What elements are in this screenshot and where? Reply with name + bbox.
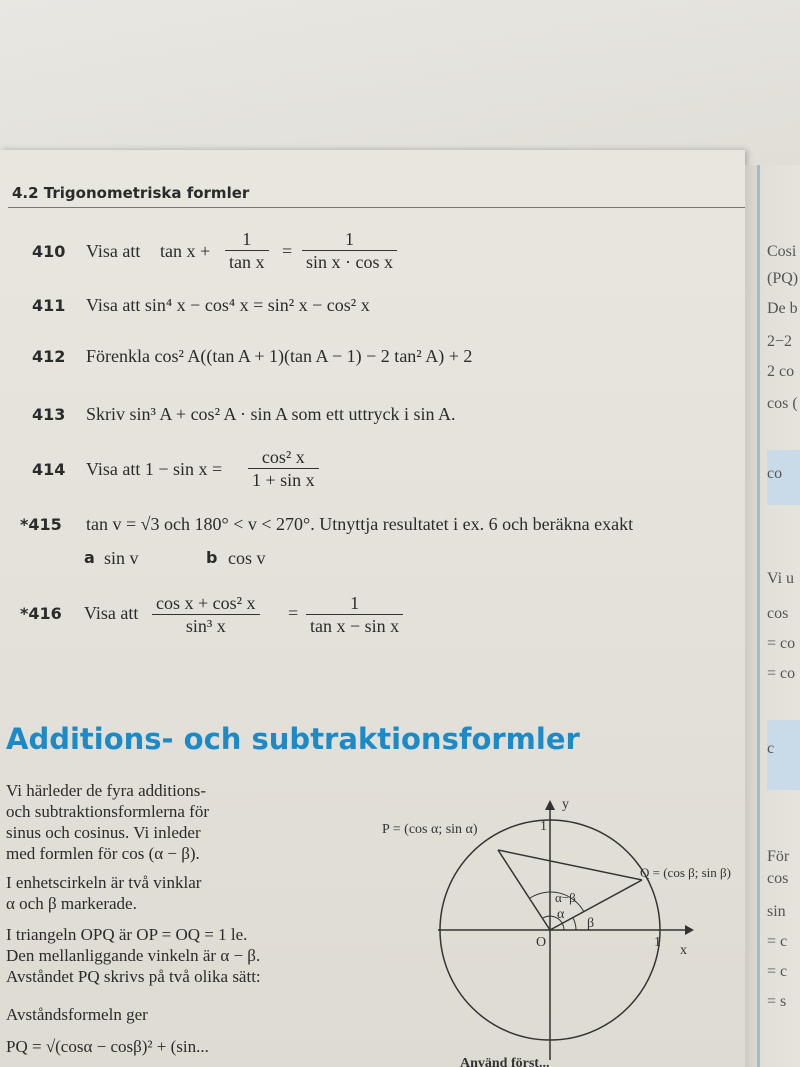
- fraction-denominator: tan x: [229, 252, 265, 272]
- x-axis-arrow: [685, 925, 694, 935]
- fraction-denominator: 1 + sin x: [252, 470, 315, 490]
- fraction-numerator: cos x + cos² x: [152, 592, 260, 615]
- body-line: Den mellanliggande vinkeln är α − β.: [6, 946, 261, 965]
- y-axis-arrow: [545, 800, 555, 810]
- right-page-text: = c: [767, 933, 788, 950]
- body-line: I triangeln OPQ är OP = OQ = 1 le.: [6, 925, 248, 944]
- problem-number: *415: [20, 515, 62, 534]
- right-page-text: De b: [767, 300, 798, 317]
- problem-text: Visa att sin⁴ x − cos⁴ x = sin² x − cos² x: [86, 295, 370, 315]
- right-page-text: = s: [767, 993, 787, 1010]
- right-page-text: = co: [767, 635, 796, 652]
- diagram-caption: Använd först...: [460, 1056, 550, 1067]
- right-page-text: (PQ): [767, 270, 799, 287]
- adjacent-page: [745, 165, 800, 1067]
- right-page-text: cos: [767, 605, 789, 622]
- equals-sign: =: [288, 603, 299, 623]
- fraction: [302, 228, 397, 273]
- right-page-text: För: [767, 848, 790, 865]
- subproblem-text: sin v: [104, 548, 139, 568]
- body-line: och subtraktionsformlerna för: [6, 802, 209, 821]
- problem-number: 412: [32, 347, 66, 366]
- page-margin-bar: [757, 165, 760, 1067]
- segment-oq: [550, 880, 642, 930]
- fraction-numerator: 1: [302, 228, 397, 251]
- label-origin: O: [536, 935, 547, 950]
- right-page-text: co: [767, 465, 783, 482]
- problem-number: *416: [20, 604, 62, 623]
- label-one-y: 1: [540, 819, 547, 834]
- fraction: [248, 446, 319, 491]
- fraction-denominator: sin x · cos x: [306, 252, 393, 272]
- right-page-text: sin: [767, 903, 786, 920]
- segment-op: [498, 850, 550, 930]
- section-header: 4.2 Trigonometriska formler: [12, 184, 250, 202]
- label-p: P = (cos α; sin α): [382, 822, 478, 837]
- right-page-text: 2−2: [767, 333, 793, 350]
- fraction-denominator: sin³ x: [185, 616, 226, 636]
- subproblem-text: cos v: [228, 548, 266, 568]
- fraction: [152, 592, 260, 637]
- right-page-text: Vi u: [767, 570, 795, 587]
- right-page-text: 2 co: [767, 363, 795, 380]
- segment-pq: [498, 850, 642, 880]
- fraction: [306, 592, 403, 637]
- fraction-numerator: 1: [225, 228, 269, 251]
- label-beta: β: [587, 916, 595, 931]
- label-y: y: [562, 797, 569, 812]
- body-line: PQ = √(cosα − cosβ)² + (sin...: [6, 1037, 209, 1056]
- label-one-x: 1: [654, 935, 661, 950]
- subproblem-label: a: [84, 548, 95, 567]
- body-line: Avståndet PQ skrivs på två olika sätt:: [6, 967, 261, 986]
- body-line: med formlen för cos (α − β).: [6, 844, 200, 863]
- problem-prefix: Visa att: [86, 241, 141, 261]
- fraction-numerator: cos² x: [248, 446, 319, 469]
- subproblem-label: b: [206, 548, 218, 567]
- section-title: Additions- och subtraktionsformler: [6, 722, 580, 756]
- label-alpha: α: [557, 907, 565, 922]
- fraction: [225, 228, 269, 273]
- header-divider: [8, 207, 745, 208]
- problem-prefix: Visa att: [84, 603, 139, 623]
- right-page-text: Cosi: [767, 243, 797, 260]
- right-page-text: = co: [767, 665, 796, 682]
- equals-sign: =: [282, 241, 293, 261]
- label-x: x: [680, 943, 687, 958]
- problem-prefix: Visa att 1 − sin x =: [86, 459, 223, 479]
- right-page-text: c: [767, 740, 775, 757]
- body-line: I enhetscirkeln är två vinklar: [6, 873, 202, 892]
- fraction-denominator: tan x − sin x: [310, 616, 400, 636]
- problem-text: Förenkla cos² A((tan A + 1)(tan A − 1) − 2 tan² A) + 2: [86, 346, 473, 366]
- body-line: sinus och cosinus. Vi inleder: [6, 823, 201, 842]
- problem-text: tan v = √3 och 180° < v < 270°. Utnyttja resultatet i ex. 6 och beräkna exakt: [86, 514, 634, 534]
- problem-number: 410: [32, 242, 66, 261]
- problem-number: 411: [32, 296, 66, 315]
- problem-number: 414: [32, 460, 66, 479]
- body-line: α och β markerade.: [6, 894, 137, 913]
- right-page-text: cos (: [767, 395, 798, 412]
- problem-number: 413: [32, 405, 66, 424]
- unit-circle-diagram: [380, 790, 745, 1067]
- angle-beta-arc: [573, 918, 576, 930]
- fraction-numerator: 1: [306, 592, 403, 615]
- label-q: Q = (cos β; sin β): [640, 865, 731, 880]
- problem-lhs: tan x +: [160, 241, 211, 261]
- body-line: Avståndsformeln ger: [6, 1005, 148, 1024]
- problem-text: Skriv sin³ A + cos² A · sin A som ett uttryck i sin A.: [86, 404, 456, 424]
- body-line: Vi härleder de fyra additions-: [6, 781, 207, 800]
- right-page-text: = c: [767, 963, 788, 980]
- right-page-text: cos: [767, 870, 789, 887]
- label-alpha-minus-beta: α−β: [555, 890, 576, 905]
